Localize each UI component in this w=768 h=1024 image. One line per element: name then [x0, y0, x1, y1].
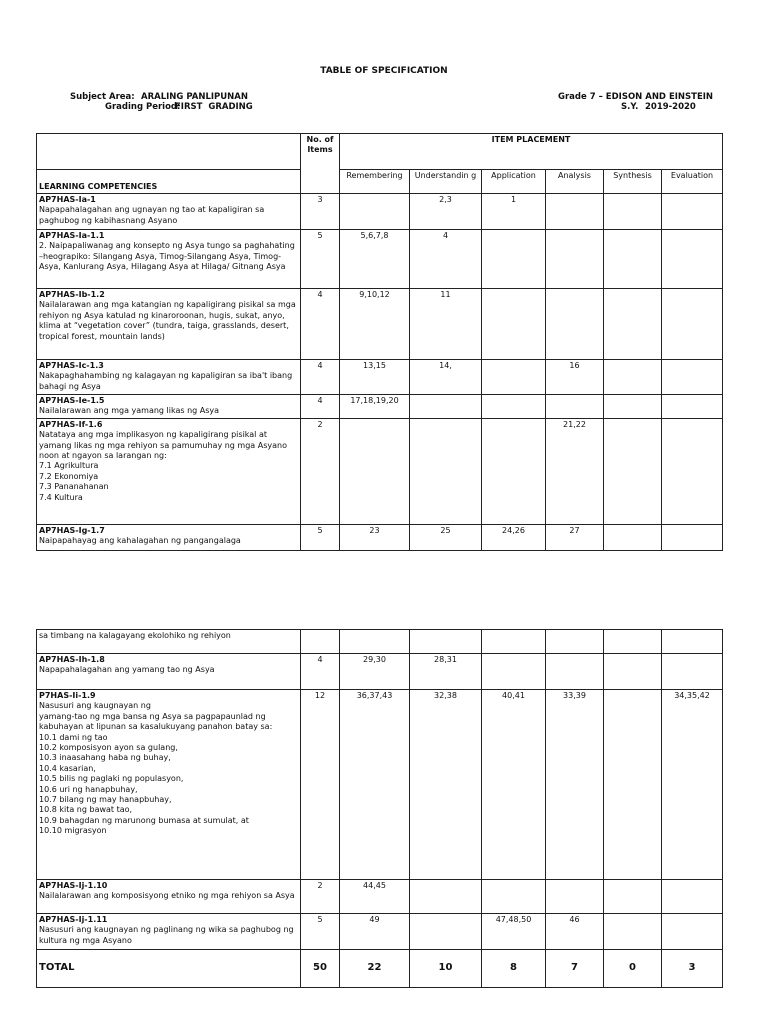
analysis-cell: [546, 395, 604, 419]
synthesis-cell: [604, 690, 662, 880]
competency-cell: [37, 194, 301, 230]
understanding-cell: 14,: [410, 360, 482, 395]
evaluation-cell: [662, 418, 723, 524]
level-header-application: Application: [482, 170, 546, 194]
total-analysis: 7: [546, 950, 604, 988]
synthesis-cell: [604, 194, 662, 230]
total-items: 50: [301, 950, 340, 988]
application-cell: [482, 880, 546, 914]
synthesis-cell: [604, 654, 662, 690]
level-header-synthesis: Synthesis: [604, 170, 662, 194]
analysis-cell: 16: [546, 360, 604, 395]
application-cell: [482, 630, 546, 654]
analysis-cell: 46: [546, 914, 604, 950]
grading-period-value: FIRST GRADING: [175, 102, 253, 112]
application-cell: 47,48,50: [482, 914, 546, 950]
competency-description: Napapahalagahan ang ugnayan ng tao at kapaligiran sa paghubog ng kabihasnang Asyano: [39, 205, 265, 225]
competency-code: AP7HAS-Ia-1: [39, 195, 96, 204]
items-cell: 5: [301, 230, 340, 289]
evaluation-cell: [662, 289, 723, 360]
level-header-evaluation: Evaluation: [662, 170, 723, 194]
items-cell: 4: [301, 360, 340, 395]
competency-code: AP7HAS-Ig-1.7: [39, 525, 105, 535]
competency-cell: [37, 418, 301, 524]
understanding-cell: [410, 880, 482, 914]
items-cell: 4: [301, 654, 340, 690]
competency-cell: [37, 880, 301, 914]
items-cell: 12: [301, 690, 340, 880]
no-of-items-header: No. of Items: [301, 134, 340, 194]
subject-area-label: Subject Area:: [70, 92, 135, 102]
application-cell: [482, 654, 546, 690]
synthesis-cell: [604, 418, 662, 524]
understanding-cell: 2,3: [410, 194, 482, 230]
application-cell: [482, 360, 546, 395]
analysis-cell: [546, 654, 604, 690]
competency-row: [37, 194, 723, 230]
competency-cell: [37, 524, 301, 550]
application-cell: 1: [482, 194, 546, 230]
competency-description: Nailalarawan ang mga yamang likas ng Asya: [39, 406, 220, 416]
synthesis-cell: [604, 880, 662, 914]
items-cell: 4: [301, 395, 340, 419]
understanding-cell: 32,38: [410, 690, 482, 880]
synthesis-cell: [604, 630, 662, 654]
remembering-cell: 49: [340, 914, 410, 950]
remembering-cell: [340, 630, 410, 654]
analysis-cell: 21,22: [546, 418, 604, 524]
synthesis-cell: [604, 289, 662, 360]
understanding-cell: [410, 395, 482, 419]
competency-description: sa timbang na kalagayang ekolohiko ng rehiyon: [39, 631, 231, 640]
analysis-cell: 27: [546, 524, 604, 550]
competency-row: [37, 880, 723, 914]
competency-description: Nakapaghahambing ng kalagayan ng kapaligiran sa iba't ibang bahagi ng Asya: [39, 371, 293, 391]
items-cell: 3: [301, 194, 340, 230]
level-header-understanding: Understandin g: [410, 170, 482, 194]
remembering-cell: 36,37,43: [340, 690, 410, 880]
competency-cell: [37, 230, 301, 289]
competency-row: [37, 418, 723, 524]
remembering-cell: 23: [340, 524, 410, 550]
competency-row: [37, 360, 723, 395]
competency-description: Nailalarawan ang mga katangian ng kapaligirang pisikal sa mga rehiyon ng Asya katulad ng kinaroroonan, hugis, sukat, anyo, klima at “vegetation cover” (tundra, taiga, grasslands, desert, tropical forest, mountain lands): [39, 300, 296, 341]
grading-period-label: Grading Period:: [105, 102, 181, 112]
evaluation-cell: [662, 194, 723, 230]
analysis-cell: 33,39: [546, 690, 604, 880]
application-cell: [482, 289, 546, 360]
learning-competencies-header: LEARNING COMPETENCIES: [37, 170, 301, 194]
competency-code: AP7HAS-Ij-1.11: [39, 915, 108, 924]
evaluation-cell: 34,35,42: [662, 690, 723, 880]
understanding-cell: 28,31: [410, 654, 482, 690]
application-cell: 40,41: [482, 690, 546, 880]
total-evaluation: 3: [662, 950, 723, 988]
total-application: 8: [482, 950, 546, 988]
understanding-cell: [410, 630, 482, 654]
evaluation-cell: [662, 914, 723, 950]
competency-cell: [37, 654, 301, 690]
application-cell: [482, 418, 546, 524]
understanding-cell: 25: [410, 524, 482, 550]
items-cell: [301, 630, 340, 654]
analysis-cell: [546, 630, 604, 654]
competency-description: 2. Naipapaliwanag ang konsepto ng Asya tungo sa paghahating –heograpiko: Silangang Asya, Timog-Silangang Asya, Timog-Asya, Kanlurang Asya, Hilagang Asya at Hilaga/ Gitnang Asya: [39, 241, 295, 272]
remembering-cell: [340, 194, 410, 230]
competency-description: Naipapahayag ang kahalagahan ng pangangalaga: [39, 536, 241, 546]
competency-code: AP7HAS-Ih-1.8: [39, 655, 105, 664]
understanding-cell: [410, 418, 482, 524]
competency-code: AP7HAS-Ij-1.10: [39, 881, 108, 890]
competency-row: [37, 914, 723, 950]
document-title: TABLE OF SPECIFICATION: [320, 66, 448, 76]
synthesis-cell: [604, 360, 662, 395]
analysis-cell: [546, 880, 604, 914]
competency-code: AP7HAS-If-1.6: [39, 419, 103, 429]
synthesis-cell: [604, 914, 662, 950]
school-year-label: S.Y.: [621, 102, 639, 112]
evaluation-cell: [662, 395, 723, 419]
competency-cell: [37, 914, 301, 950]
items-cell: 5: [301, 524, 340, 550]
competency-row: [37, 395, 723, 419]
competency-code: AP7HAS-Ie-1.5: [39, 396, 105, 405]
competency-cell: [37, 395, 301, 419]
remembering-cell: 17,18,19,20: [340, 395, 410, 419]
synthesis-cell: [604, 524, 662, 550]
application-cell: [482, 395, 546, 419]
remembering-cell: 9,10,12: [340, 289, 410, 360]
understanding-cell: 11: [410, 289, 482, 360]
analysis-cell: [546, 230, 604, 289]
items-cell: 4: [301, 289, 340, 360]
school-year-value: 2019-2020: [645, 102, 696, 112]
application-cell: [482, 230, 546, 289]
total-synthesis: 0: [604, 950, 662, 988]
evaluation-cell: [662, 360, 723, 395]
evaluation-cell: [662, 524, 723, 550]
level-header-analysis: Analysis: [546, 170, 604, 194]
total-label: TOTAL: [37, 950, 301, 988]
competency-cell: [37, 289, 301, 360]
competency-row: [37, 230, 723, 289]
competency-description: Nasusuri ang kaugnayan ng paglinang ng wika sa paghubog ng kultura ng mga Asyano: [39, 925, 294, 945]
application-cell: 24,26: [482, 524, 546, 550]
evaluation-cell: [662, 880, 723, 914]
items-cell: 2: [301, 418, 340, 524]
competency-cell: [37, 360, 301, 395]
competency-row: [37, 630, 723, 654]
evaluation-cell: [662, 230, 723, 289]
synthesis-cell: [604, 395, 662, 419]
competency-row: [37, 524, 723, 550]
total-remembering: 22: [340, 950, 410, 988]
competency-row: [37, 690, 723, 880]
items-cell: 2: [301, 880, 340, 914]
spec-table-page2: [36, 629, 723, 988]
level-header-remembering: Remembering: [340, 170, 410, 194]
header-blank-cell: [37, 134, 301, 170]
remembering-cell: 5,6,7,8: [340, 230, 410, 289]
evaluation-cell: [662, 654, 723, 690]
total-understanding: 10: [410, 950, 482, 988]
grade-section: Grade 7 – EDISON AND EINSTEIN: [558, 92, 714, 102]
understanding-cell: [410, 914, 482, 950]
analysis-cell: [546, 194, 604, 230]
analysis-cell: [546, 289, 604, 360]
competency-code: AP7HAS-Ic-1.3: [39, 361, 104, 370]
competency-cell: [37, 630, 301, 654]
spec-table-page1: [36, 133, 723, 551]
evaluation-cell: [662, 630, 723, 654]
items-cell: 5: [301, 914, 340, 950]
competency-description: Nailalarawan ang komposisyong etniko ng mga rehiyon sa Asya: [39, 891, 295, 901]
competency-description: Nasusuri ang kaugnayan ng yamang-tao ng mga bansa ng Asya sa pagpapaunlad ng kabuhayan at lipunan sa kasalukuyang panahon batay sa: 10.1 dami ng tao 10.2 komposisyon ayon sa gulang, 10.3 inaasahang haba ng buhay, 10.4 kasarian, 10.5 bilis ng paglaki ng populasyon, 10.6 uri ng hanapbuhay, 10.7 bilang ng may hanapbuhay, 10.8 kita ng bawat tao, 10.9 bahagdan ng marunong bumasa at sumulat, at 10.10 migrasyon: [39, 701, 273, 836]
understanding-cell: 4: [410, 230, 482, 289]
remembering-cell: 29,30: [340, 654, 410, 690]
competency-description: Natataya ang mga implikasyon ng kapaligirang pisikal at yamang likas ng mga rehiyon sa pamumuhay ng mga Asyano noon at ngayon sa larangan ng: 7.1 Agrikultura 7.2 Ekonomiya 7.3 Pananahanan 7.4 Kultura: [39, 430, 287, 502]
remembering-cell: 44,45: [340, 880, 410, 914]
remembering-cell: 13,15: [340, 360, 410, 395]
competency-cell: [37, 690, 301, 880]
competency-code: P7HAS-Ii-1.9: [39, 691, 96, 700]
competency-code: AP7HAS-Ib-1.2: [39, 290, 105, 299]
competency-code: AP7HAS-Ia-1.1: [39, 231, 105, 240]
remembering-cell: [340, 418, 410, 524]
synthesis-cell: [604, 230, 662, 289]
item-placement-header: ITEM PLACEMENT: [340, 134, 723, 170]
competency-row: [37, 289, 723, 360]
competency-row: [37, 654, 723, 690]
subject-area-value: ARALING PANLIPUNAN: [141, 92, 248, 102]
competency-description: Napapahalagahan ang yamang tao ng Asya: [39, 665, 215, 675]
